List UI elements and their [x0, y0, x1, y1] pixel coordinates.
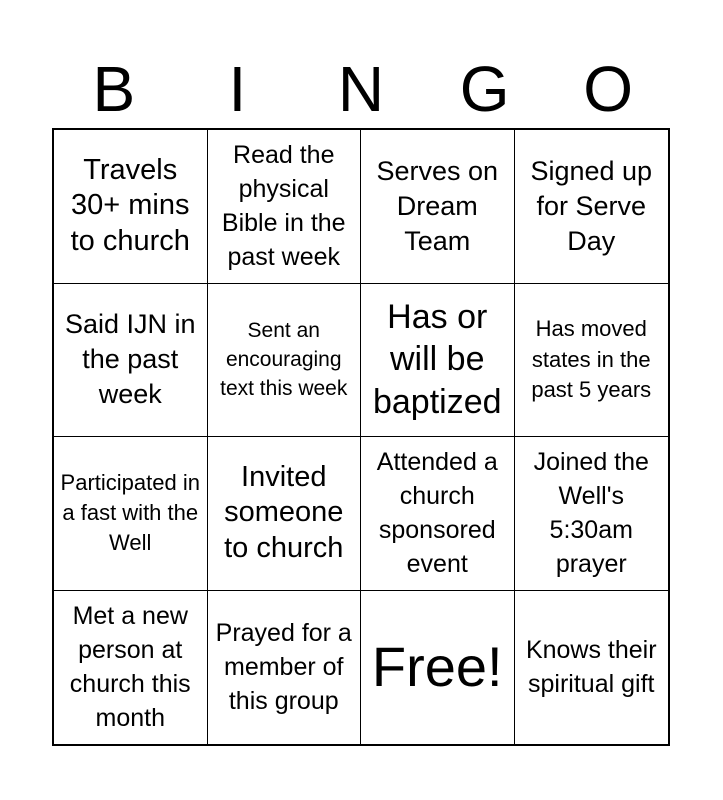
- header-letter-i: I: [228, 53, 247, 125]
- bingo-cell[interactable]: [361, 284, 515, 438]
- cell-text: Prayed for a member of this group: [215, 619, 352, 716]
- cell-text: Invited someone to church: [224, 460, 344, 565]
- free-space-cell[interactable]: [361, 591, 515, 745]
- bingo-cell[interactable]: [361, 130, 515, 284]
- header-letter-n: N: [337, 53, 385, 125]
- bingo-cell[interactable]: [515, 130, 669, 284]
- cell-text: Serves on Dream Team: [376, 155, 499, 256]
- cell-text: Has moved states in the past 5 years: [531, 316, 652, 402]
- cell-text: Travels 30+ mins to church: [70, 153, 190, 258]
- cell-text: Participated in a fast with the Well: [60, 469, 200, 556]
- cell-text: Met a new person at church this month: [69, 602, 191, 733]
- free-space-text: Free!: [371, 635, 503, 699]
- bingo-cell[interactable]: [54, 130, 208, 284]
- bingo-cell[interactable]: [208, 437, 362, 591]
- bingo-cell[interactable]: [515, 284, 669, 438]
- bingo-cell[interactable]: [54, 284, 208, 438]
- cell-text: Has or will be baptized: [372, 297, 502, 422]
- bingo-cell[interactable]: [208, 284, 362, 438]
- cell-text: Joined the Well's 5:30am prayer: [533, 448, 649, 579]
- cell-text: Signed up for Serve Day: [530, 155, 653, 256]
- bingo-cell[interactable]: [515, 591, 669, 745]
- bingo-cell[interactable]: [54, 437, 208, 591]
- bingo-cell[interactable]: [515, 437, 669, 591]
- bingo-board: [52, 128, 670, 746]
- header-letter-g: G: [459, 53, 510, 125]
- bingo-cell[interactable]: [208, 130, 362, 284]
- cell-text: Said IJN in the past week: [64, 309, 196, 410]
- header-letter-o: O: [583, 53, 634, 125]
- bingo-cell[interactable]: [208, 591, 362, 745]
- cell-text: Knows their spiritual gift: [525, 636, 657, 699]
- cell-text: Sent an encouraging text this week: [220, 318, 348, 401]
- cell-text: Attended a church sponsored event: [376, 448, 498, 579]
- bingo-cell[interactable]: [361, 437, 515, 591]
- cell-text: Read the physical Bible in the past week: [221, 141, 346, 272]
- bingo-header: [52, 50, 670, 128]
- header-letter-b: B: [92, 53, 136, 125]
- bingo-cell[interactable]: [54, 591, 208, 745]
